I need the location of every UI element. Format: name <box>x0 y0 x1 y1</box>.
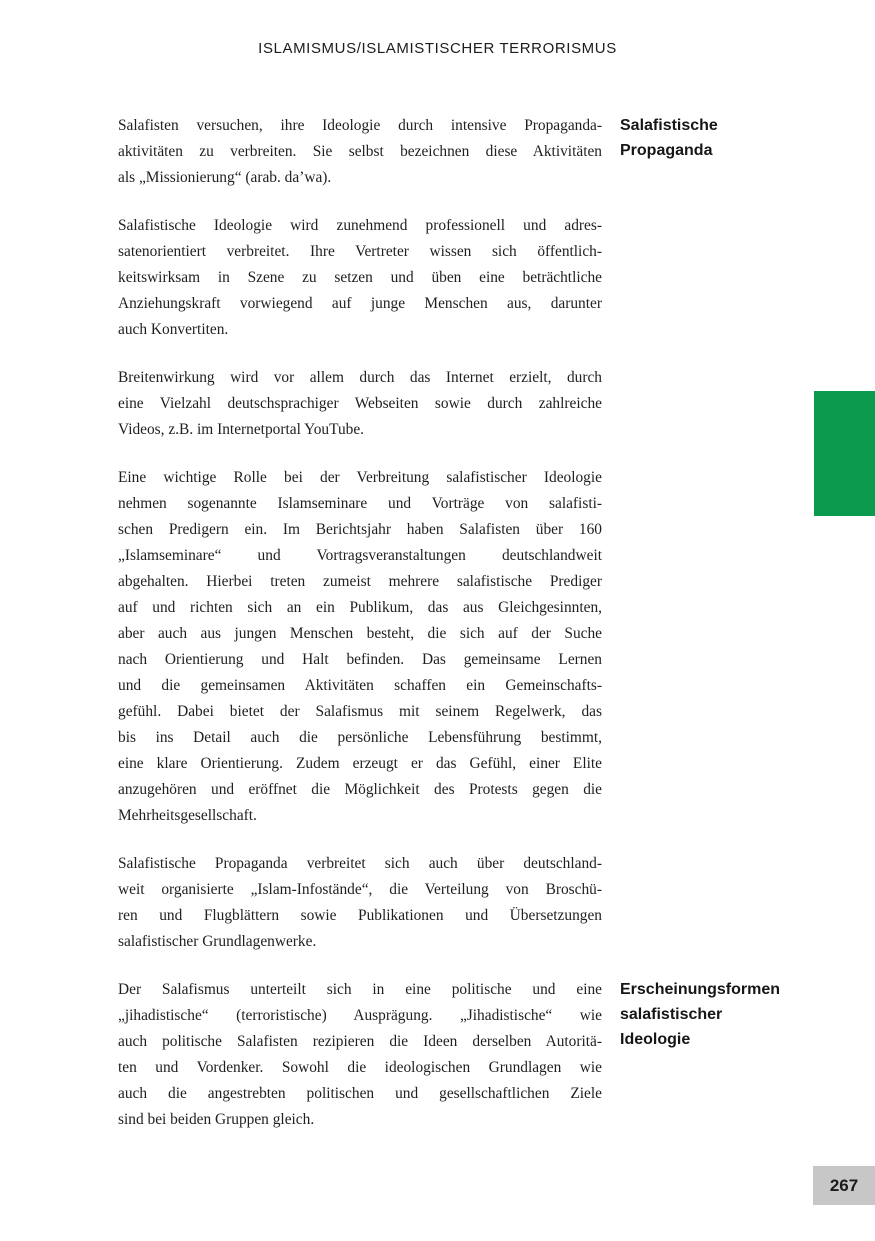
margin-note <box>602 465 858 829</box>
paragraph-row <box>118 977 858 1133</box>
margin-note-line: Propaganda <box>620 142 713 159</box>
body-text-line: ren und Flugblättern sowie Publikationen und Übersetzungen <box>118 907 602 924</box>
body-text-line: Salafistische Propaganda verbreitet sich auch über deutschland- <box>118 855 602 872</box>
margin-note-line: salafistischer <box>620 1006 723 1023</box>
body-text-line: anzugehören und eröffnet die Möglichkeit des Protests gegen die <box>118 781 602 798</box>
margin-note <box>602 977 858 1133</box>
body-text-line: auch die angestrebten politischen und gesellschaftlichen Ziele <box>118 1085 602 1102</box>
paragraph <box>118 465 602 829</box>
paragraph-row <box>118 213 858 343</box>
body-text-block <box>118 113 858 1155</box>
body-text-line: als „Missionierung“ (arab. da’wa). <box>118 169 332 186</box>
body-text-line: Der Salafismus unterteilt sich in eine politische und eine <box>118 981 602 998</box>
body-text-line: nehmen sogenannte Islamseminare und Vorträge von salafisti- <box>118 495 602 512</box>
body-text-line: Salafisten versuchen, ihre Ideologie durch intensive Propaganda- <box>118 117 602 134</box>
body-text-line: aktivitäten zu verbreiten. Sie selbst bezeichnen diese Aktivitäten <box>118 143 602 160</box>
body-text-line: Eine wichtige Rolle bei der Verbreitung salafistischer Ideologie <box>118 469 602 486</box>
body-text-line: auch politische Salafisten rezipieren die Ideen derselben Autoritä- <box>118 1033 602 1050</box>
margin-note-line: Ideologie <box>620 1031 691 1048</box>
body-text-line: nach Orientierung und Halt befinden. Das gemeinsame Lernen <box>118 651 602 668</box>
page-number-badge <box>813 1166 875 1205</box>
body-text-line: Salafistische Ideologie wird zunehmend professionell und adres- <box>118 217 602 234</box>
body-text-line: weit organisierte „Islam-Infostände“, die Verteilung von Broschü- <box>118 881 602 898</box>
body-text-line: ten und Vordenker. Sowohl die ideologischen Grundlagen wie <box>118 1059 602 1076</box>
body-text-line: sind bei beiden Gruppen gleich. <box>118 1111 315 1128</box>
body-text-line: Anziehungskraft vorwiegend auf junge Menschen aus, darunter <box>118 295 602 312</box>
body-text-line: Mehrheitsgesellschaft. <box>118 807 257 824</box>
body-text-line: salafistischer Grundlagenwerke. <box>118 933 317 950</box>
body-text-line: eine klare Orientierung. Zudem erzeugt er das Gefühl, einer Elite <box>118 755 602 772</box>
paragraph <box>118 851 602 955</box>
body-text-line: Videos, z.B. im Internetportal YouTube. <box>118 421 365 438</box>
paragraph <box>118 365 602 443</box>
margin-note-line: Erscheinungsformen <box>620 981 781 998</box>
body-text-line: und die gemeinsamen Aktivitäten schaffen ein Gemeinschafts- <box>118 677 602 694</box>
paragraph-row <box>118 465 858 829</box>
margin-note <box>602 113 858 191</box>
body-text-line: keitswirksam in Szene zu setzen und üben eine beträchtliche <box>118 269 602 286</box>
body-text-line: schen Predigern ein. Im Berichtsjahr haben Salafisten über 160 <box>118 521 602 538</box>
body-text-line: eine Vielzahl deutschsprachiger Webseiten sowie durch zahlreiche <box>118 395 602 412</box>
body-text-line: abgehalten. Hierbei treten zumeist mehrere salafistische Prediger <box>118 573 602 590</box>
body-text-line: „Islamseminare“ und Vortragsveranstaltungen deutschlandweit <box>118 547 602 564</box>
running-header: ISLAMISMUS/ISLAMISTISCHER TERRORISMUS <box>258 40 617 57</box>
margin-note <box>602 851 858 955</box>
page-number: 267 <box>829 1175 859 1195</box>
paragraph-row <box>118 851 858 955</box>
paragraph <box>118 213 602 343</box>
paragraph <box>118 977 602 1133</box>
body-text-line: „jihadistische“ (terroristische) Ausprägung. „Jihadistische“ wie <box>118 1007 602 1024</box>
body-text-line: gefühl. Dabei bietet der Salafismus mit seinem Regelwerk, das <box>118 703 602 720</box>
body-text-line: aber auch aus jungen Menschen besteht, die sich auf der Suche <box>118 625 602 642</box>
body-text-line: bis ins Detail auch die persönliche Lebensführung bestimmt, <box>118 729 602 746</box>
margin-note-line: Salafistische <box>620 117 718 134</box>
body-text-line: auch Konvertiten. <box>118 321 229 338</box>
body-text-line: satenorientiert verbreitet. Ihre Vertreter wissen sich öffentlich- <box>118 243 602 260</box>
body-text-line: auf und richten sich an ein Publikum, das aus Gleichgesinnten, <box>118 599 602 616</box>
paragraph <box>118 113 602 191</box>
margin-note <box>602 213 858 343</box>
paragraph-row <box>118 365 858 443</box>
body-text-line: Breitenwirkung wird vor allem durch das Internet erzielt, durch <box>118 369 602 386</box>
chapter-thumb-tab <box>814 391 875 516</box>
paragraph-row <box>118 113 858 191</box>
